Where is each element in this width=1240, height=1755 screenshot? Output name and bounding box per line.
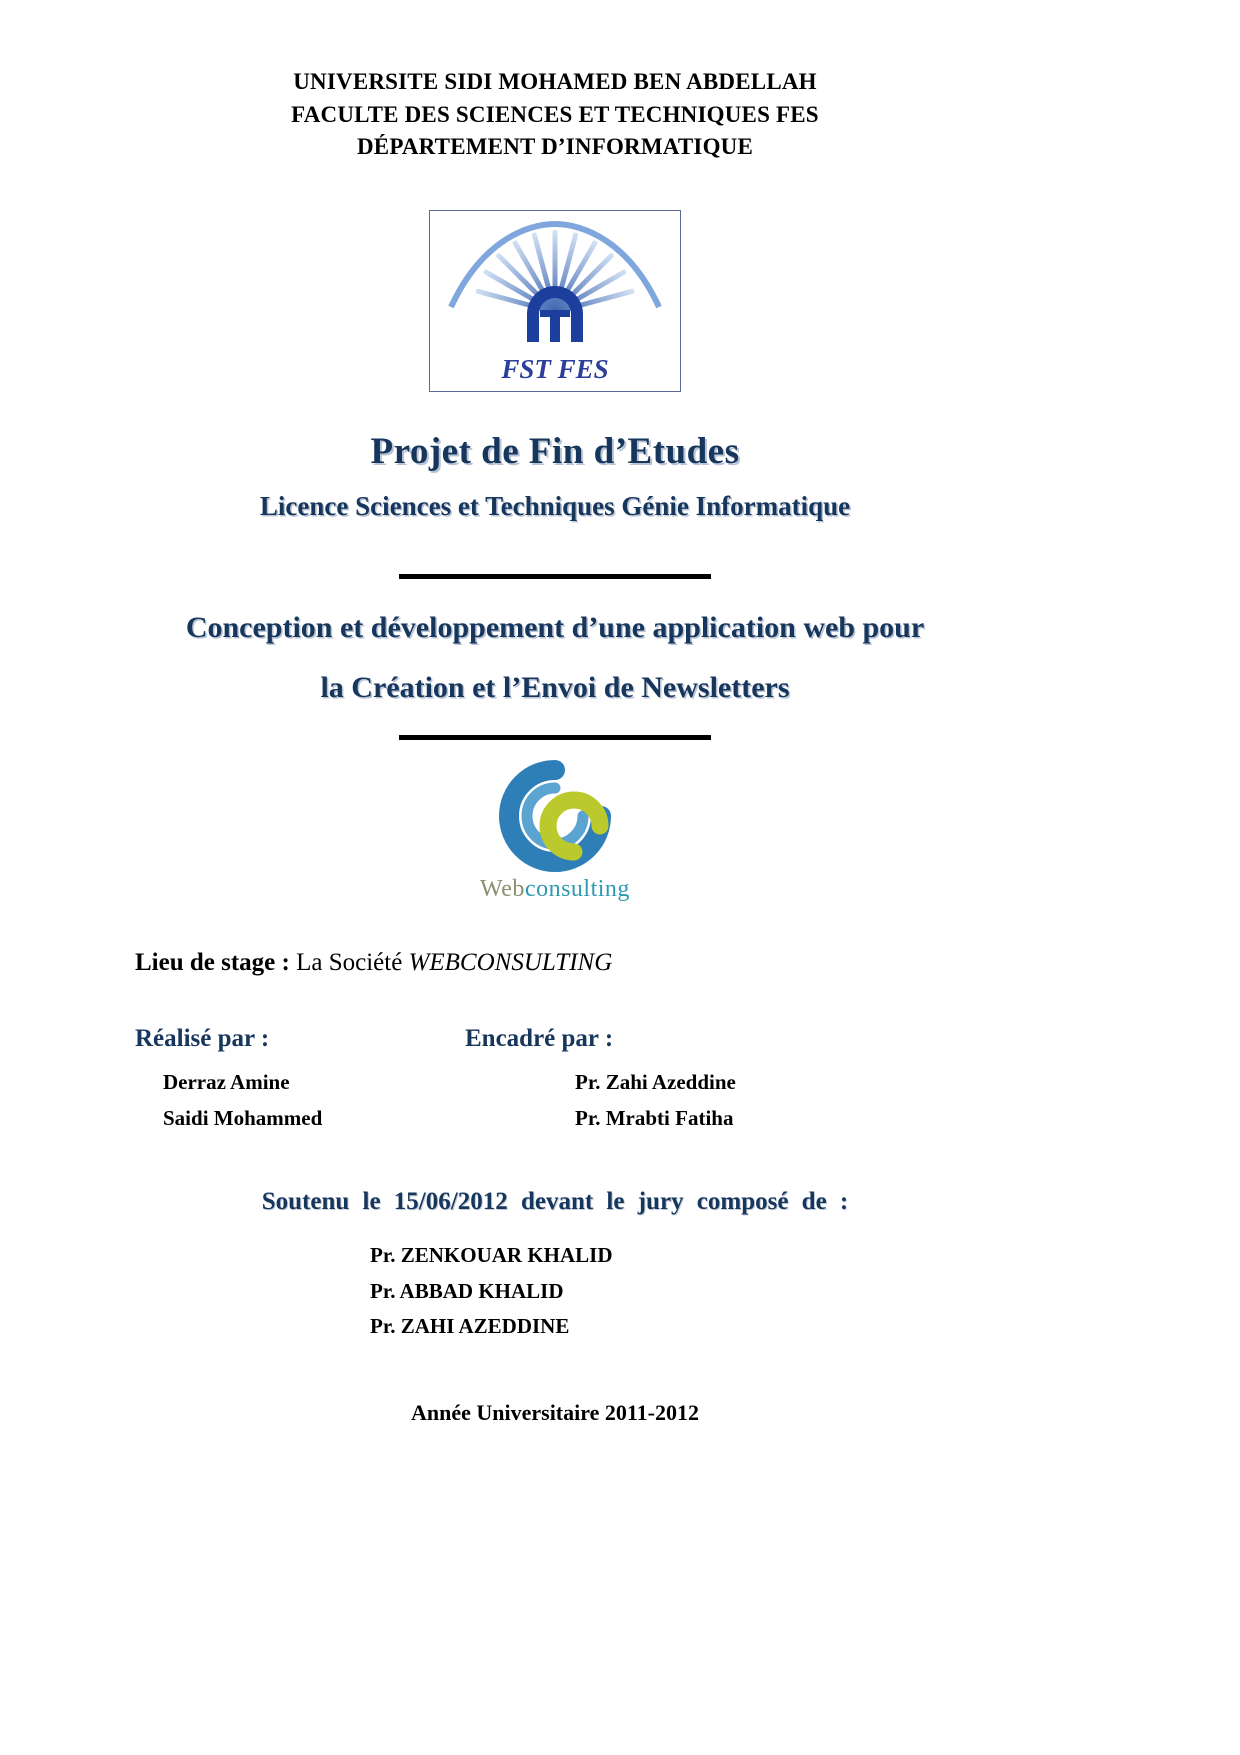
fst-logo bbox=[429, 210, 681, 392]
report-title: Projet de Fin d’Etudes bbox=[370, 430, 740, 472]
authors-column bbox=[135, 1025, 465, 1136]
supervisors-label: Encadré par : bbox=[465, 1024, 614, 1052]
webconsulting-caption-consulting: consulting bbox=[524, 875, 630, 902]
authors-names bbox=[135, 1065, 465, 1136]
degree-subtitle: Licence Sciences et Techniques Génie Informatique bbox=[259, 490, 851, 521]
university-name: UNIVERSITE SIDI MOHAMED BEN ABDELLAH bbox=[293, 69, 817, 94]
internship-location-label: Lieu de stage : bbox=[135, 948, 290, 976]
supervisor-name: Pr. Zahi Azeddine bbox=[575, 1069, 736, 1094]
project-title-line1: Conception et développement d’une application web pour bbox=[185, 610, 925, 644]
faculty-name: FACULTE DES SCIENCES ET TECHNIQUES FES bbox=[291, 101, 819, 127]
jury-list bbox=[0, 1238, 1110, 1344]
supervisor-name: Pr. Mrabti Fatiha bbox=[575, 1105, 734, 1130]
webconsulting-caption-web: Web bbox=[480, 875, 525, 902]
author-name: Derraz Amine bbox=[163, 1069, 290, 1094]
jury-member: Pr. ZAHI AZEDDINE bbox=[370, 1313, 570, 1338]
divider-top bbox=[399, 574, 711, 579]
defense-announcement: Soutenu le 15/06/2012 devant le jury composé de : bbox=[261, 1188, 849, 1216]
webconsulting-swirl-icon bbox=[470, 756, 640, 874]
supervisors-column bbox=[465, 1025, 1110, 1136]
jury-member: Pr. ABBAD KHALID bbox=[370, 1278, 564, 1303]
academic-year: Année Universitaire 2011-2012 bbox=[410, 1400, 699, 1426]
internship-company-name: WEBCONSULTING bbox=[408, 948, 613, 976]
webconsulting-logo-caption bbox=[480, 876, 630, 903]
webconsulting-logo bbox=[445, 756, 665, 903]
divider-bottom bbox=[399, 735, 711, 740]
department-name: DÉPARTEMENT D’INFORMATIQUE bbox=[356, 134, 754, 160]
author-name: Saidi Mohammed bbox=[163, 1105, 323, 1130]
university-header bbox=[0, 66, 1110, 164]
authors-supervisors-row bbox=[0, 1025, 1110, 1136]
fst-logo-text: FST FES bbox=[501, 353, 609, 384]
content-column bbox=[0, 66, 1110, 1426]
authors-label: Réalisé par : bbox=[135, 1024, 270, 1052]
internship-location-line bbox=[0, 949, 1110, 977]
jury-member: Pr. ZENKOUAR KHALID bbox=[370, 1243, 613, 1268]
internship-location-prefix: La Société bbox=[296, 948, 403, 976]
project-title-line2: la Création et l’Envoi de Newsletters bbox=[320, 670, 790, 704]
supervisors-names bbox=[465, 1065, 1110, 1136]
fst-logo-icon bbox=[431, 212, 679, 390]
